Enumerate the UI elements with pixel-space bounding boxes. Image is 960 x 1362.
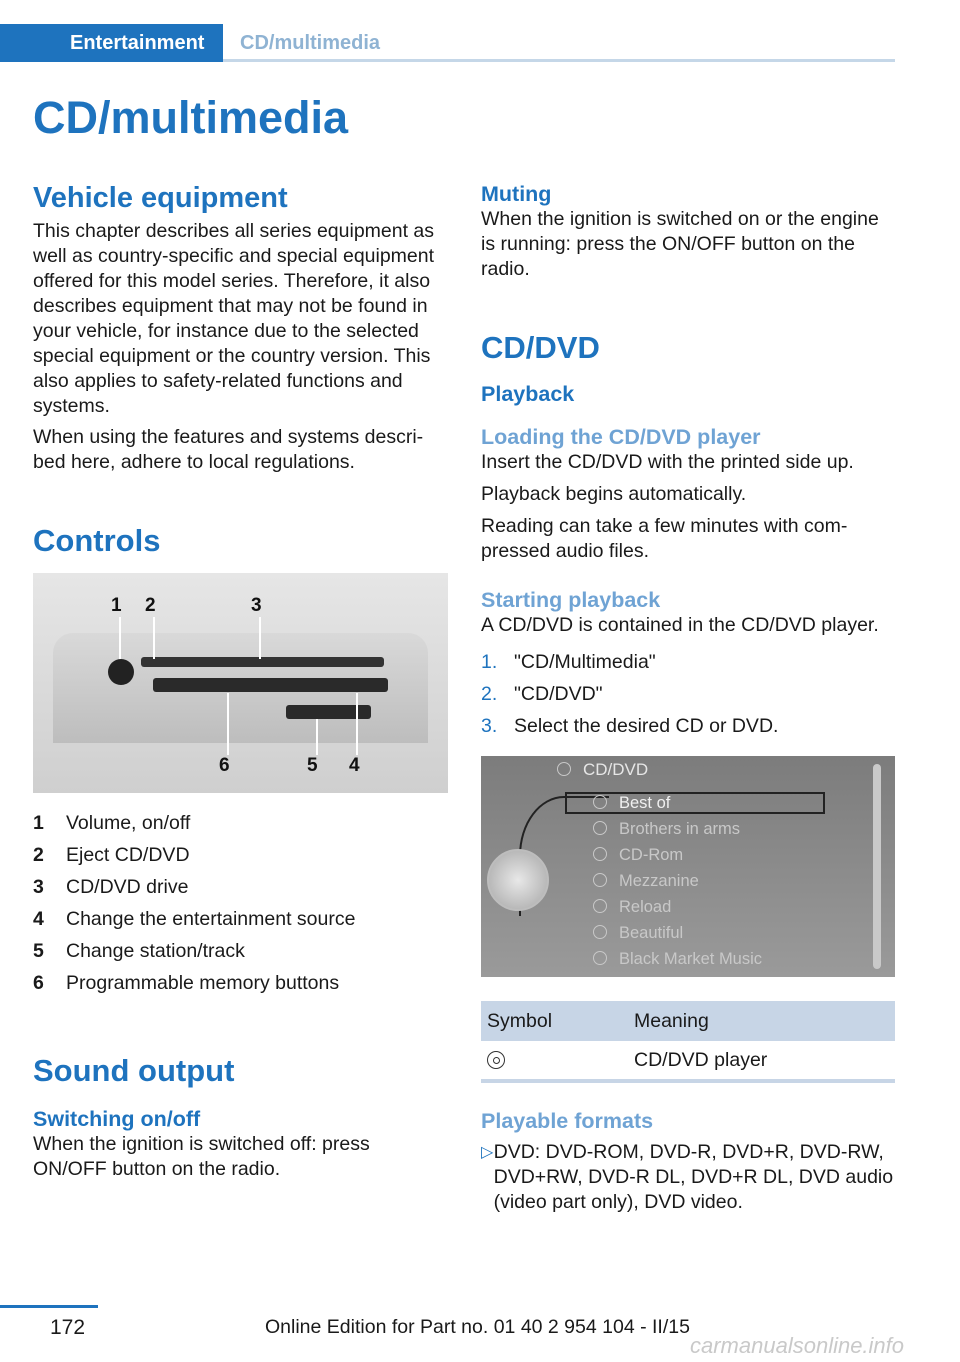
disc-icon [557,762,571,776]
chapter-header [0,24,895,62]
controller-icon [487,849,549,911]
callout-3: 3 [251,595,262,616]
controls-heading: Controls [33,523,161,558]
disc-icon [593,821,607,835]
list-item: 6 Programmable memory buttons [33,972,340,994]
header-divider [223,59,895,62]
callout-5: 5 [307,755,318,776]
callout-6: 6 [219,755,230,776]
regulations-text: When using the features and systems descri-bed here, adhere to local regulations. [33,426,424,473]
muting-text: When the ignition is switched on or the engine is running: press the ON/OFF button on the radio. [481,208,879,280]
starting-text: A CD/DVD is contained in the CD/DVD player. [481,614,879,636]
list-item: 3 CD/DVD drive [33,876,189,898]
idrive-screen [481,756,895,977]
disc-icon [593,951,607,965]
memory-buttons [153,678,388,692]
cd-dvd-heading: CD/DVD [481,330,600,365]
table-row [481,1041,895,1081]
callout-line [153,617,155,659]
muting-heading: Muting [481,182,552,206]
reading-time-text: Reading can take a few minutes with com-pressed audio files. [481,515,848,562]
callout-4: 4 [349,755,360,776]
list-item: 3. Select the desired CD or DVD. [481,715,779,737]
playback-heading: Playback [481,382,575,406]
right-column [481,182,895,1215]
vehicle-equipment-heading: Vehicle equipment [33,182,288,214]
cd-dvd-icon [487,1051,505,1069]
screen-item: Black Market Music [593,950,762,969]
left-column [33,182,448,1182]
callout-line [227,693,229,755]
edition-text: Online Edition for Part no. 01 40 2 954 104 - II/15 [265,1316,690,1338]
tab-cd-multimedia[interactable]: CD/multimedia [240,32,381,54]
callout-1: 1 [111,595,122,616]
sound-output-heading: Sound output [33,1053,235,1088]
list-item: 2. "CD/DVD" [481,683,603,705]
playback-auto-text: Playback begins automatically. [481,483,747,505]
vehicle-equipment-text: This chapter describes all series equipment as well as country-specific and special equipment offered for this model series. Therefore, it also describes equipment that may not be found in your vehicle, for instance due to the selected special equipment or the country version. This also applies to safety-related functions and systems. [33,220,435,417]
page-number: 172 [50,1316,86,1339]
list-item: 1. "CD/Multimedia" [481,651,656,673]
list-item: 4 Change the entertainment source [33,908,356,930]
cd-slot [141,657,384,667]
callout-line [259,617,261,659]
disc-icon [593,925,607,939]
list-item: 1 Volume, on/off [33,812,191,834]
loading-heading: Loading the CD/DVD player [481,425,761,449]
screen-item: Reload [593,898,671,917]
screen-title: CD/DVD [557,760,648,780]
formats-list [481,1140,895,1215]
switching-heading: Switching on/off [33,1107,201,1131]
controls-photo [33,573,448,793]
triangle-bullet-icon: ▷ [481,1144,494,1161]
screen-item: CD-Rom [593,846,683,865]
formats-heading: Playable formats [481,1109,654,1133]
loading-text: Insert the CD/DVD with the printed side up. [481,451,854,473]
screen-item: Beautiful [593,924,683,943]
col-symbol: Symbol [481,1001,628,1041]
callout-line [316,719,318,755]
footer-divider [0,1305,98,1308]
watermark: carmanualsonline.info [690,1333,905,1358]
meaning-cell: CD/DVD player [628,1041,895,1081]
disc-icon [593,847,607,861]
starting-heading: Starting playback [481,588,661,612]
list-item: 2 Eject CD/DVD [33,844,190,866]
page-title: CD/multimedia [33,92,349,143]
tab-entertainment[interactable]: Entertainment [0,24,223,62]
screen-edge [873,764,881,969]
disc-icon [593,899,607,913]
callout-2: 2 [145,595,156,616]
track-buttons [286,705,371,719]
symbol-table [481,1001,895,1083]
screen-item: Brothers in arms [593,820,740,839]
screen-item: Mezzanine [593,872,699,891]
list-item: ▷ DVD: DVD-ROM, DVD-R, DVD+R, DVD-RW, DVD+RW, DVD-R DL, DVD+R DL, DVD audio (video part only), DVD video. [481,1141,894,1213]
list-item: 5 Change station/track [33,940,245,962]
steps-list [481,646,895,742]
disc-icon [593,795,607,809]
switching-text: When the ignition is switched off: press ON/OFF button on the radio. [33,1133,370,1180]
volume-knob [108,659,134,685]
callout-line [356,693,358,755]
callout-line [119,617,121,659]
disc-icon [593,873,607,887]
controls-list [33,807,448,999]
screen-item-selected: Best of [593,794,670,813]
col-meaning: Meaning [628,1001,895,1041]
symbol-cell [481,1041,628,1081]
